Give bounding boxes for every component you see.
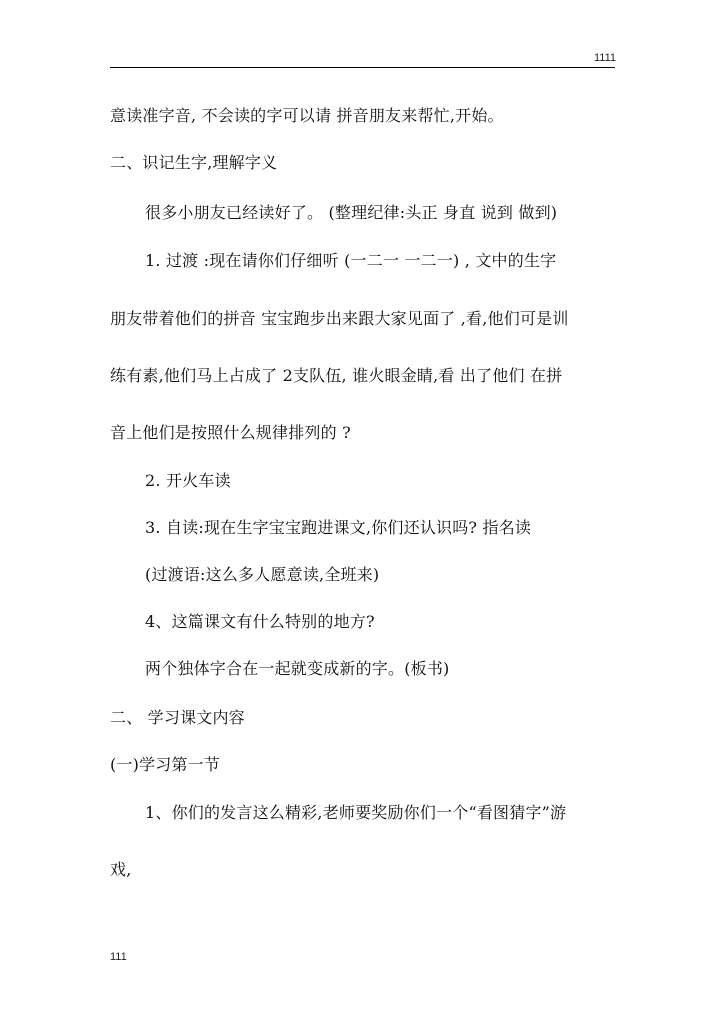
text-line-8: 2. 开火车读 <box>145 471 231 490</box>
subsection-heading-first: (一)学习第一节 <box>110 755 221 774</box>
text-line-1: 意读准字音, 不会读的字可以请 拼音朋友来帮忙,开始。 <box>110 106 504 125</box>
text-line-15: 1、你们的发言这么精彩,老师要奖励你们一个“看图猜字”游 <box>145 803 567 822</box>
section-heading-literacy: 二、识记生字,理解字义 <box>110 153 278 172</box>
text-line-16: 戏, <box>110 860 132 879</box>
text-line-3: 很多小朋友已经读好了。 (整理纪律:头正 身直 说到 做到) <box>145 203 558 222</box>
text-line-12: 两个独体字合在一起就变成新的字。(板书) <box>145 659 450 678</box>
text-line-7: 音上他们是按照什么规律排列的 ? <box>110 423 351 442</box>
header-rule <box>110 67 615 68</box>
text-line-9: 3. 自读:现在生字宝宝跑进课文,你们还认识吗? 指名读 <box>145 518 532 537</box>
footer-page-number: 111 <box>110 951 127 963</box>
text-line-10: (过渡语:这么多人愿意读,全班来) <box>145 565 380 584</box>
text-line-6: 练有素,他们马上占成了 2支队伍, 谁火眼金睛,看 出了他们 在拼 <box>110 366 563 385</box>
text-line-11: 4、这篇课文有什么特别的地方? <box>145 612 375 631</box>
section-heading-lesson: 二、 学习课文内容 <box>110 708 245 727</box>
header-page-number: 1111 <box>593 52 616 64</box>
text-line-5: 朋友带着他们的拼音 宝宝跑步出来跟大家见面了 ,看,他们可是训 <box>110 309 569 328</box>
text-line-4: 1. 过渡 :现在请你们仔细听 (一二一 一二一) , 文中的生字 <box>145 251 557 270</box>
